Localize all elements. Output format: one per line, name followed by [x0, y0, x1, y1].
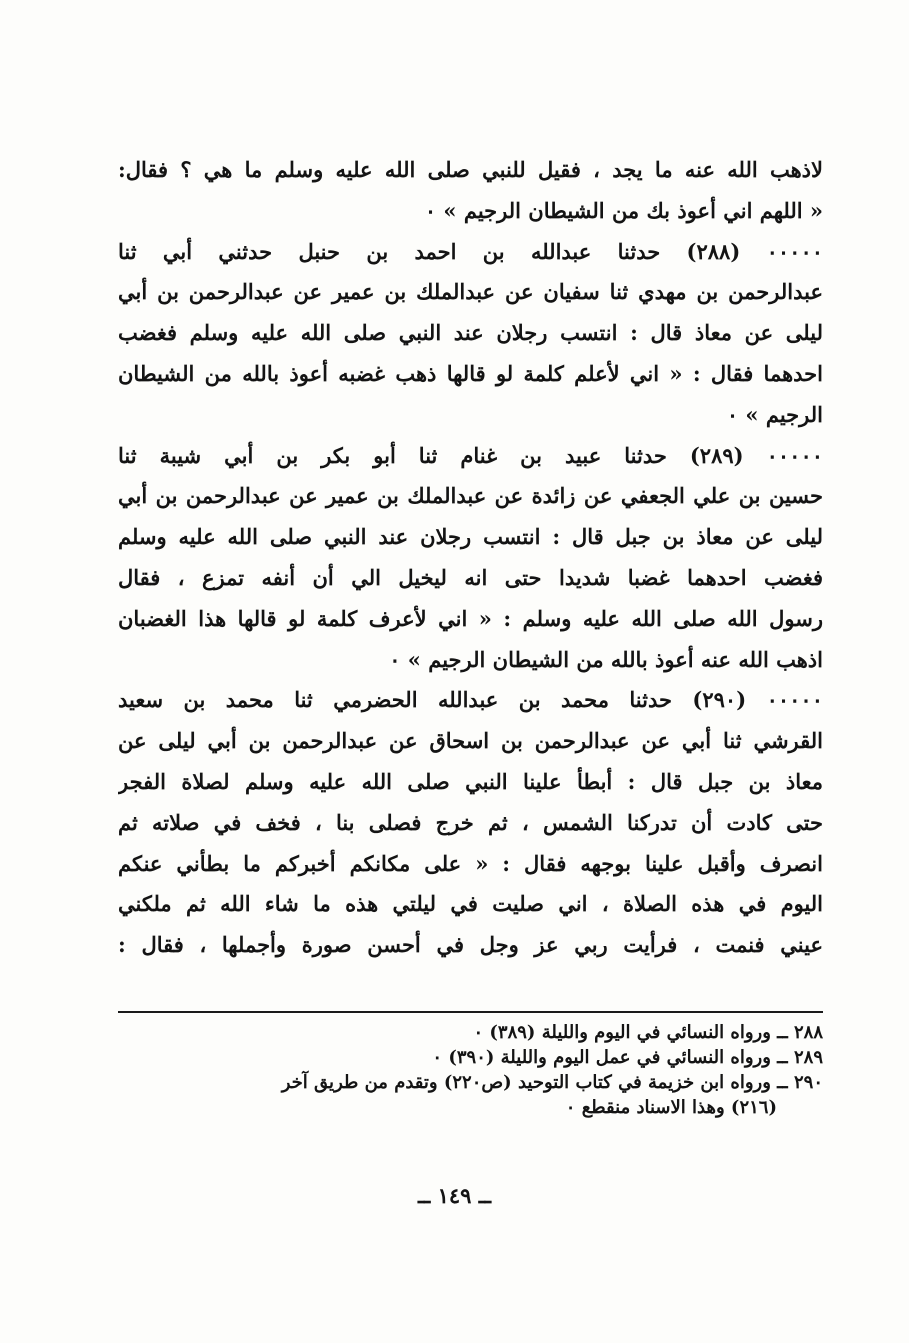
footnote-continuation: (٢١٦) وهذا الاسناد منقطع ٠: [565, 1097, 777, 1118]
body-text: [118, 150, 823, 966]
footnote: ٢٩٠ ــ ورواه ابن خزيمة في كتاب التوحيد (ص٢٢٠) وتقدم من طريق آخر: [281, 1072, 823, 1093]
text-line: حسين بن علي الجعفي عن زائدة عن عبدالملك بن عمير عن عبدالرحمن بن أبي: [118, 483, 823, 509]
text-line: انصرف وأقبل علينا بوجهه فقال : « على مكانكم أخبركم ما بطأني عنكم: [118, 850, 823, 876]
text-line: ليلى عن معاذ بن جبل قال : انتسب رجلان عند النبي صلى الله عليه وسلم: [118, 524, 823, 550]
footnote: ٢٨٨ ــ ورواه النسائي في اليوم والليلة (٣٨٩) ٠: [473, 1022, 823, 1043]
footnotes: [118, 1020, 823, 1120]
text-line: عبدالرحمن بن مهدي ثنا سفيان عن عبدالملك بن عمير عن عبدالرحمن بن أبي: [118, 279, 823, 305]
text-line: ٠٠٠٠٠ (٢٨٨) حدثنا عبدالله بن احمد بن حنبل حدثني أبي ثنا: [118, 238, 823, 264]
text-line: « اللهم اني أعوذ بك من الشيطان الرجيم » ٠: [424, 197, 823, 223]
text-line: احدهما فقال : « اني لأعلم كلمة لو قالها ذهب غضبه أعوذ بالله من الشيطان: [118, 360, 823, 386]
text-line: رسول الله صلى الله عليه وسلم : « اني لأعرف كلمة لو قالها هذا الغضبان: [118, 605, 823, 631]
text-line: عيني فنمت ، فرأيت ربي عز وجل في أحسن صورة وأجملها ، فقال :: [118, 932, 823, 958]
text-line: الرجيم » ٠: [726, 401, 823, 427]
text-line: حتى كادت أن تدركنا الشمس ، ثم خرج فصلى بنا ، فخف في صلاته ثم: [118, 809, 823, 835]
text-line: معاذ بن جبل قال : أبطأ علينا النبي صلى الله عليه وسلم لصلاة الفجر: [118, 768, 823, 794]
text-line: ٠٠٠٠٠ (٢٩٠) حدثنا محمد بن عبدالله الحضرمي ثنا محمد بن سعيد: [118, 687, 823, 713]
text-line: لاذهب الله عنه ما يجد ، فقيل للنبي صلى الله عليه وسلم ما هي ؟ فقال:: [118, 157, 823, 182]
text-line: ٠٠٠٠٠ (٢٨٩) حدثنا عبيد بن غنام ثنا أبو بكر بن أبي شيبة ثنا: [118, 442, 823, 468]
footnote-divider: [118, 1011, 823, 1013]
text-line: اذهب الله عنه أعوذ بالله من الشيطان الرجيم » ٠: [389, 646, 823, 672]
text-line: ليلى عن معاذ قال : انتسب رجلان عند النبي صلى الله عليه وسلم فغضب: [118, 320, 823, 346]
page-number: ــ ١٤٩ ــ: [417, 1183, 492, 1208]
text-line: القرشي ثنا أبي عن عبدالرحمن بن اسحاق عن عبدالرحمن بن أبي ليلى عن: [118, 728, 823, 754]
text-line: اليوم في هذه الصلاة ، اني صليت في ليلتي هذه ما شاء الله ثم ملكني: [118, 891, 823, 917]
footnote: ٢٨٩ ــ ورواه النسائي في عمل اليوم والليلة (٣٩٠) ٠: [432, 1047, 823, 1068]
text-line: فغضب احدهما غضبا شديدا حتى انه ليخيل الي أن أنفه تمزع ، فقال: [118, 564, 823, 590]
